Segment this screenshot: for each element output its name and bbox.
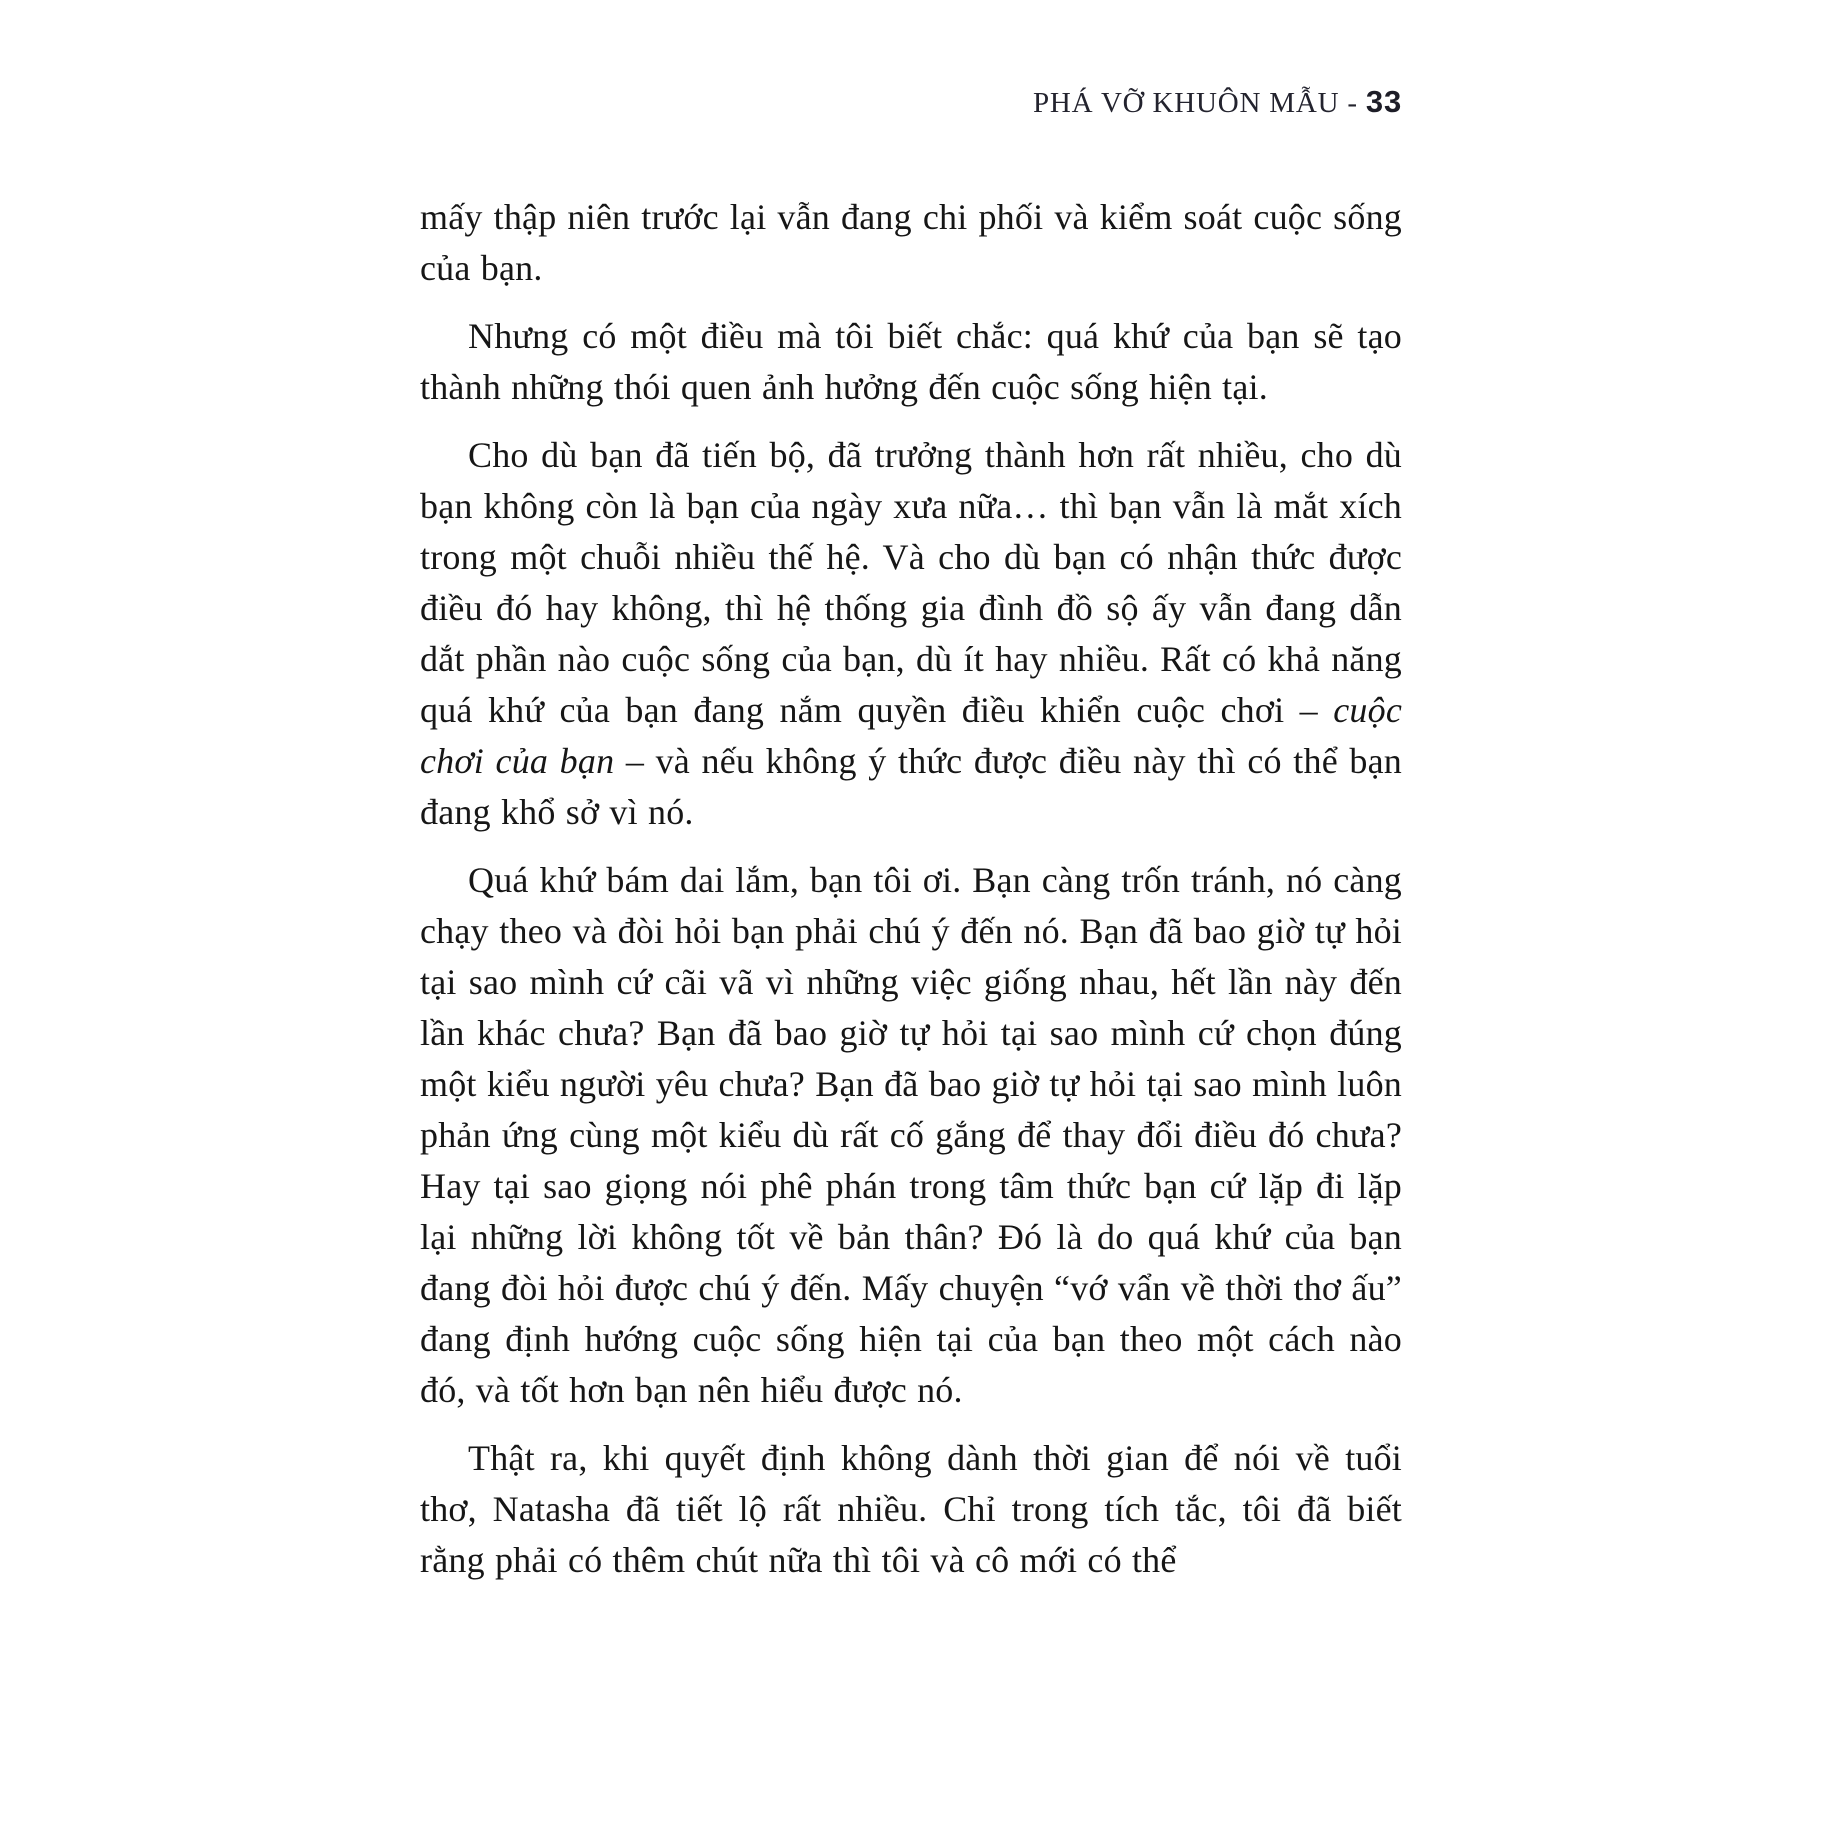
running-header: [420, 84, 1402, 120]
page-body: [420, 192, 1402, 1586]
header-separator: -: [1347, 87, 1358, 119]
text-run: Nhưng có một điều mà tôi biết chắc: quá khứ của bạn sẽ tạo thành những thói quen ảnh hưởng đến cuộc sống hiện tại.: [420, 316, 1402, 407]
text-run: – và nếu không ý thức được điều này thì có thể bạn đang khổ sở vì nó.: [420, 741, 1403, 832]
paragraph: [420, 430, 1402, 838]
page-number: 33: [1365, 84, 1402, 119]
paragraph: [420, 855, 1402, 1416]
running-title: PHÁ VỠ KHUÔN MẪU: [1033, 87, 1340, 119]
text-run: Cho dù bạn đã tiến bộ, đã trưởng thành hơn rất nhiều, cho dù bạn không còn là bạn của ngày xưa nữa… thì bạn vẫn là mắt xích trong một chuỗi nhiều thế hệ. Và cho dù bạn có nhận thức được điều đó hay không, thì hệ thống gia đình đồ sộ ấy vẫn đang dẫn dắt phần nào cuộc sống của bạn, dù ít hay nhiều. Rất có khả năng quá khứ của bạn đang nắm quyền điều khiển cuộc chơi –: [420, 435, 1402, 730]
paragraph: [420, 192, 1402, 294]
text-run: Thật ra, khi quyết định không dành thời gian để nói về tuổi thơ, Natasha đã tiết lộ rất nhiều. Chỉ trong tích tắc, tôi đã biết rằng phải có thêm chút nữa thì tôi và cô mới có thể: [420, 1438, 1402, 1580]
paragraph: [420, 1433, 1402, 1586]
text-run: mấy thập niên trước lại vẫn đang chi phối và kiểm soát cuộc sống của bạn.: [420, 197, 1402, 288]
text-run: Quá khứ bám dai lắm, bạn tôi ơi. Bạn càng trốn tránh, nó càng chạy theo và đòi hỏi bạn phải chú ý đến nó. Bạn đã bao giờ tự hỏi tại sao mình cứ cãi vã vì những việc giống nhau, hết lần này đến lần khác chưa? Bạn đã bao giờ tự hỏi tại sao mình cứ chọn đúng một kiểu người yêu chưa? Bạn đã bao giờ tự hỏi tại sao mình luôn phản ứng cùng một kiểu dù rất cố gắng để thay đổi điều đó chưa? Hay tại sao giọng nói phê phán trong tâm thức bạn cứ lặp đi lặp lại những lời không tốt về bản thân? Đó là do quá khứ của bạn đang đòi hỏi được chú ý đến. Mấy chuyện “vớ vẩn về thời thơ ấu” đang định hướng cuộc sống hiện tại của bạn theo một cách nào đó, và tốt hơn bạn nên hiểu được nó.: [420, 860, 1402, 1410]
text-run-italic: cuộc chơi của bạn: [420, 690, 1402, 781]
paragraph: [420, 311, 1402, 413]
